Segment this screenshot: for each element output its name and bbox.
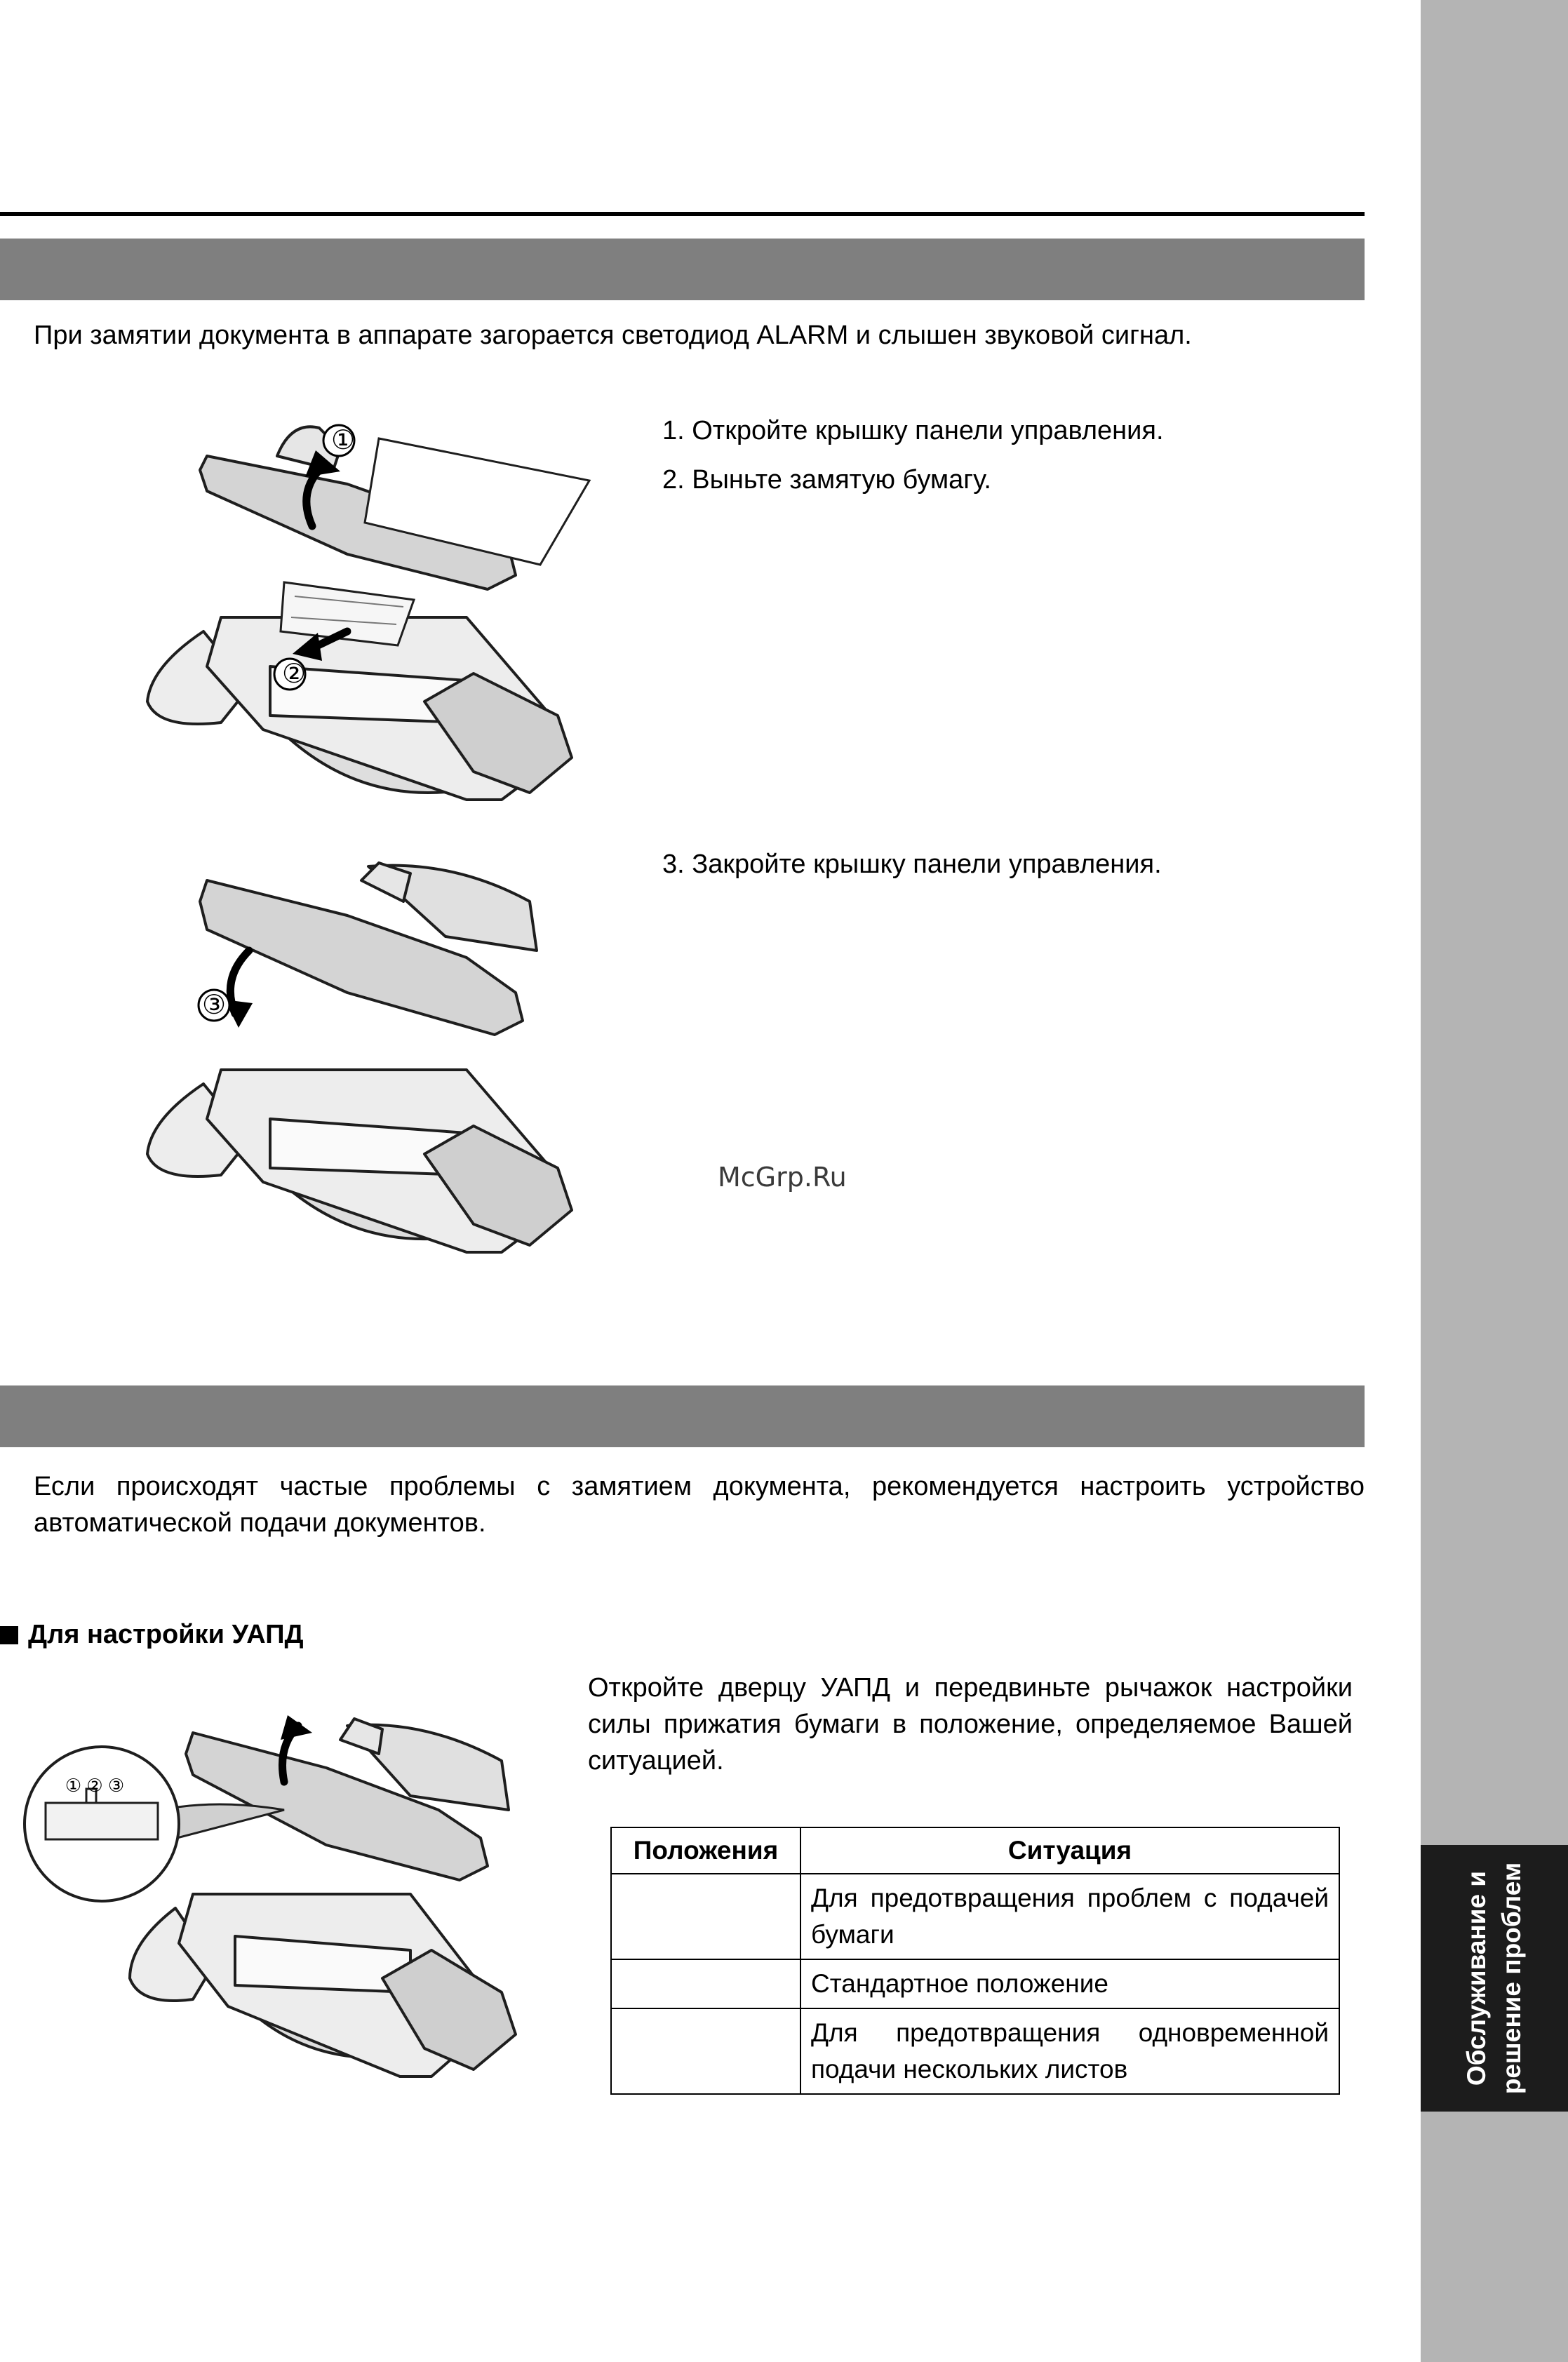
section1-banner: [0, 239, 1365, 300]
subheading: [0, 1616, 304, 1653]
table-cell-situation: Для предотвращения проблем с подачей бумаги: [800, 1874, 1339, 1959]
step-3: 3. Закройте крышку панели управления.: [662, 850, 1162, 879]
adf-positions-table: [610, 1827, 1340, 2095]
adf-lever-illustration: [18, 1698, 565, 2091]
table-cell-position: [611, 1959, 800, 2008]
table-cell-position: [611, 2008, 800, 2094]
callout-3: ③: [201, 991, 227, 1020]
chapter-tab-line2: решение проблем: [1497, 1862, 1526, 2095]
fax-open-illustration: [137, 407, 628, 828]
table-header-positions: Положения: [611, 1827, 800, 1874]
table-header-row: [611, 1827, 1339, 1874]
callout-1: ①: [330, 426, 356, 455]
chapter-tab-label: [1459, 1863, 1529, 2095]
callout-2: ②: [281, 659, 307, 689]
table-cell-position: [611, 1874, 800, 1959]
table-cell-situation: Стандартное положение: [800, 1959, 1339, 2008]
table-cell-situation: Для предотвращения одновременной подачи нескольких листов: [800, 2008, 1339, 2094]
lever-position-labels: ① ② ③: [65, 1775, 125, 1796]
subheading-text: Для настройки УАПД: [28, 1620, 304, 1649]
step-1: 1. Откройте крышку панели управления.: [662, 416, 1164, 445]
watermark: McGrp.Ru: [718, 1162, 847, 1193]
fax-close-illustration: [137, 859, 628, 1259]
section2-intro: Если происходят частые проблемы с замятием документа, рекомендуется настроить устройство автоматической подачи документов.: [34, 1472, 1365, 1538]
table-row: [611, 1959, 1339, 2008]
table-row: [611, 2008, 1339, 2094]
chapter-tab-line1: Обслуживание и: [1462, 1870, 1491, 2086]
section1-intro: При замятии документа в аппарате загорается светодиод ALARM и слышен звуковой сигнал.: [34, 321, 1192, 350]
step-2: 2. Выньте замятую бумагу.: [662, 465, 991, 495]
adf-instruction: Откройте дверцу УАПД и передвиньте рычажок настройки силы прижатия бумаги в положение, определяемое Вашей ситуацией.: [588, 1673, 1353, 1776]
top-rule: [0, 212, 1365, 216]
square-bullet-icon: [0, 1626, 18, 1644]
chapter-tab: [1421, 1845, 1568, 2112]
section2-banner: [0, 1385, 1365, 1447]
table-row: [611, 1874, 1339, 1959]
table-header-situation: Ситуация: [800, 1827, 1339, 1874]
